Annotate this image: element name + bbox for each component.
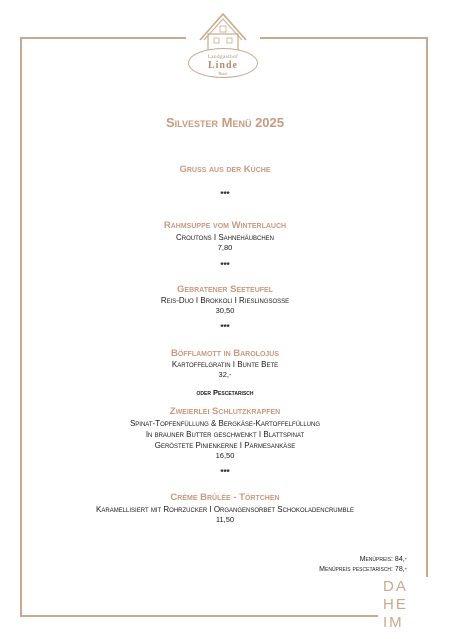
logo-badge	[188, 48, 258, 78]
course-5-price: 16,50	[215, 451, 235, 460]
daheim-line-2: HE	[383, 596, 408, 613]
course-4-title: Böfflamott in Barolojus	[170, 348, 280, 359]
logo-text-landgasthof: Landgasthof	[207, 55, 239, 60]
course-6-title: Crème Brûlée - Törtchen	[170, 492, 280, 503]
oder-pescetarisch: oder Pescetarisch	[196, 388, 254, 397]
separator: ***	[220, 261, 230, 270]
course-4-desc: Kartoffelgratin I Bunte Bete	[171, 360, 279, 369]
daheim-line-1: DA	[383, 578, 408, 595]
course-5-title: Zweierlei Schlutzkrapfen	[169, 406, 281, 417]
course-2-desc: Croutons I Sahnehäubchen	[175, 233, 274, 242]
course-3-price: 30,50	[215, 306, 235, 315]
menu-title: Silvester Menü 2025	[166, 115, 284, 130]
separator: ***	[220, 323, 230, 332]
menu-price: Menüpreis: 84,-	[359, 556, 407, 563]
course-5-desc-line-3: Geröstete Pinienkerne I Parmesankäse	[154, 441, 296, 450]
separator: ***	[220, 190, 230, 199]
course-6-price: 11,50	[215, 515, 235, 524]
separator: ***	[220, 468, 230, 477]
course-3-title: Gebratener Seeteufel	[177, 284, 273, 295]
course-5-desc-line-2: In brauner Butter geschwenkt I Blattspinat	[145, 430, 305, 439]
menu-price-pescetarisch: Menüpreis pescetarisch: 78,-	[319, 566, 407, 573]
course-1-title: Gruß aus der Küche	[179, 164, 271, 175]
course-5-desc-line-1: Spinat-Topfenfüllung & Bergkäse-Kartoffelfüllung	[129, 419, 321, 428]
daheim-line-3: IM	[383, 614, 404, 631]
course-4-price: 32,-	[218, 370, 232, 379]
landgasthof-linde-logo	[186, 10, 260, 74]
course-2-title: Rahmsuppe vom Winterlauch	[163, 220, 287, 231]
logo-text-hotel: Hotel	[218, 71, 228, 76]
daheim-brand	[383, 578, 413, 632]
course-6-desc: Karamellisiert mit Rohrzucker I Organgensorbet Schokoladencrumble	[96, 505, 354, 514]
course-2-price: 7,80	[217, 243, 233, 252]
course-3-desc: Reis-Duo I Brokkoli I Rieslingsoße	[160, 296, 290, 305]
logo-text-linde: Linde	[207, 60, 238, 71]
